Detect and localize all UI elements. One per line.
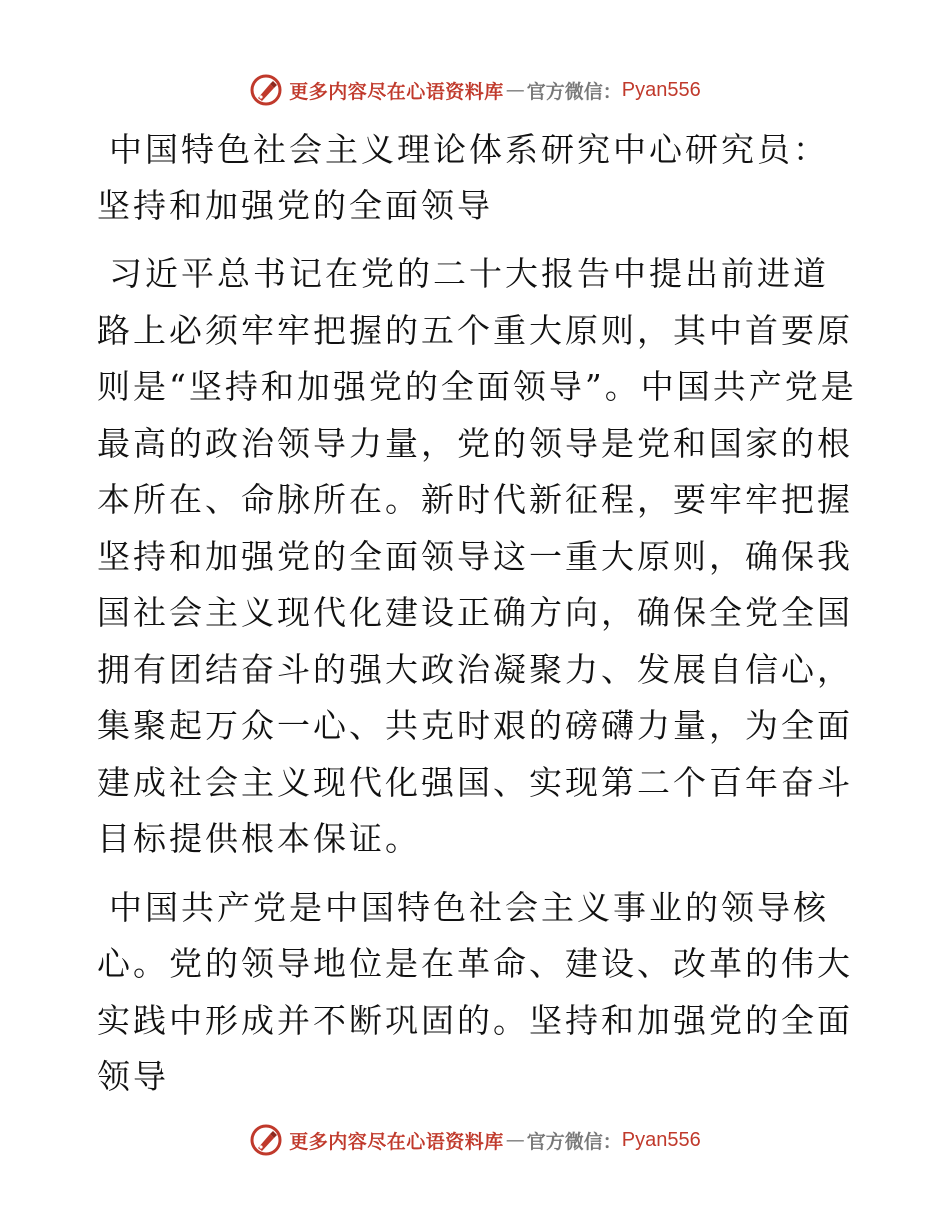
pen-logo-icon: [249, 73, 283, 107]
banner-wechat-id: Pyan556: [621, 1128, 701, 1151]
banner-wechat-id: Pyan556: [621, 78, 701, 101]
paragraph-1: 习近平总书记在党的二十大报告中提出前进道路上必须牢牢把握的五个重大原则，其中首要原则是“坚持和加强党的全面领导”。中国共产党是最高的政治领导力量，党的领导是党和国家的根本所在、命脉所在。新时代新征程，要牢牢把握坚持和加强党的全面领导这一重大原则，确保我国社会主义现代化建设正确方向，确保全党全国拥有团结奋斗的强大政治凝聚力、发展自信心，集聚起万众一心、共克时艰的磅礴力量，为全面建成社会主义现代化强国、实现第二个百年奋斗目标提供根本保证。: [97, 254, 857, 858]
footer-banner: [0, 1120, 950, 1160]
banner-promo-text: 更多内容尽在心语资料库: [289, 1130, 504, 1153]
banner-separator: —: [505, 1129, 525, 1151]
banner-wechat-label: 官方微信：: [526, 1130, 622, 1153]
banner-wechat-label: 官方微信：: [526, 80, 622, 103]
banner-promo-text: 更多内容尽在心语资料库: [289, 80, 504, 103]
document-title: 中国特色社会主义理论体系研究中心研究员：坚持和加强党的全面领导: [97, 130, 829, 225]
paragraph-2: 中国共产党是中国特色社会主义事业的领导核心。党的领导地位是在革命、建设、改革的伟大实践中形成并不断巩固的。坚持和加强党的全面领导: [97, 887, 853, 1096]
pen-logo-icon: [249, 1123, 283, 1157]
document-body: [97, 122, 857, 1118]
header-banner: [0, 70, 950, 110]
banner-separator: —: [505, 79, 525, 101]
